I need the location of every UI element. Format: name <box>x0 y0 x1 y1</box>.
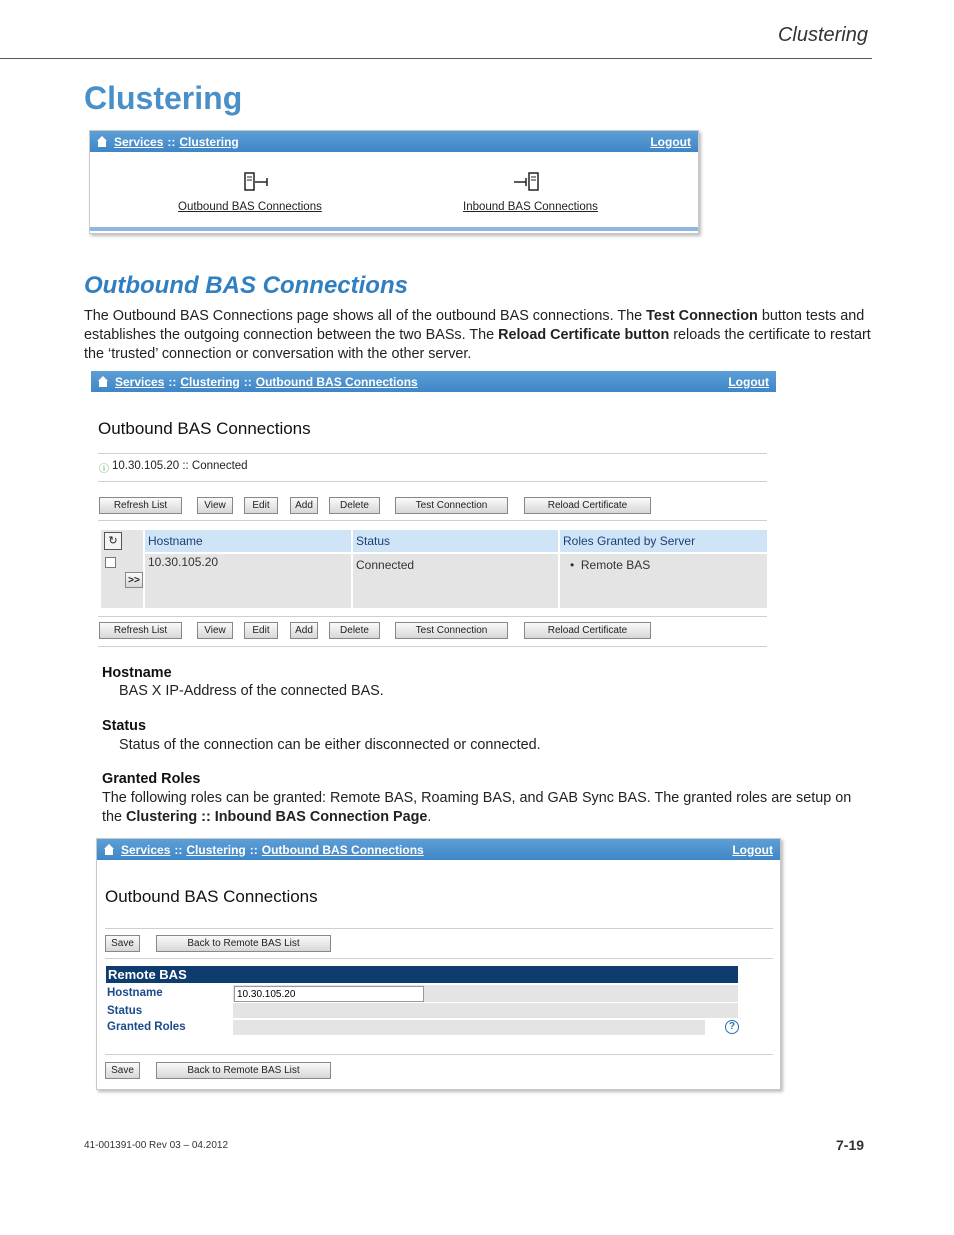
nav-separator: :: <box>243 374 252 389</box>
divider <box>105 928 773 929</box>
nav-separator: :: <box>168 374 177 389</box>
term-hostname: Hostname <box>102 665 172 681</box>
home-icon[interactable] <box>96 136 108 147</box>
delete-button[interactable]: Delete <box>329 622 380 639</box>
expand-button[interactable]: >> <box>125 572 143 588</box>
inbound-server-icon[interactable] <box>512 171 540 193</box>
edit-button[interactable]: Edit <box>244 622 278 639</box>
back-to-list-button[interactable]: Back to Remote BAS List <box>156 935 331 952</box>
add-button[interactable]: Add <box>290 497 318 514</box>
label-status: Status <box>107 1005 143 1017</box>
divider <box>98 616 767 617</box>
inbound-bas-connections-link[interactable]: Inbound BAS Connections <box>463 201 598 213</box>
nav-clustering-link[interactable]: Clustering <box>180 374 240 389</box>
screen-heading: Outbound BAS Connections <box>98 419 311 438</box>
definition-granted-roles: The following roles can be granted: Remote BAS, Roaming BAS, and GAB Sync BAS. The granted roles are setup on the Clustering :: Inbound BAS Connection Page. <box>102 790 852 825</box>
nav-clustering-link[interactable]: Clustering <box>179 134 239 149</box>
divider <box>98 646 767 647</box>
test-connection-button[interactable]: Test Connection <box>395 622 508 639</box>
edit-button[interactable]: Edit <box>244 497 278 514</box>
test-connection-button[interactable]: Test Connection <box>395 497 508 514</box>
connection-status-line: 10.30.105.20 :: Connected <box>112 460 248 472</box>
nav-separator: :: <box>167 134 176 149</box>
divider <box>105 1054 773 1055</box>
add-button[interactable]: Add <box>290 622 318 639</box>
view-button[interactable]: View <box>197 497 233 514</box>
nav-bar <box>90 131 698 152</box>
column-header-hostname[interactable]: Hostname <box>145 530 351 552</box>
nav-outbound-link[interactable]: Outbound BAS Connections <box>255 374 418 389</box>
nav-services-link[interactable]: Services <box>121 842 171 857</box>
nav-separator: :: <box>249 842 258 857</box>
view-button[interactable]: View <box>197 622 233 639</box>
outbound-server-icon[interactable] <box>243 171 271 193</box>
reload-certificate-button[interactable]: Reload Certificate <box>524 622 651 639</box>
home-icon[interactable] <box>103 844 115 855</box>
save-button[interactable]: Save <box>105 1062 140 1079</box>
nav-outbound-link[interactable]: Outbound BAS Connections <box>261 842 424 857</box>
divider <box>105 958 773 959</box>
footer-page-number: 7-19 <box>836 1137 865 1153</box>
nav-bar <box>97 839 780 860</box>
footer-doc-id: 41-001391-00 Rev 03 – 04.2012 <box>84 1140 229 1151</box>
cell-roles <box>560 554 767 608</box>
outbound-list-screenshot <box>91 371 776 651</box>
bullet: • <box>570 558 581 572</box>
divider <box>98 481 767 482</box>
clustering-menu-screenshot <box>89 130 699 234</box>
frame-bottom-bar <box>90 227 698 231</box>
section-title: Outbound BAS Connections <box>84 272 408 299</box>
outbound-bas-connections-link[interactable]: Outbound BAS Connections <box>178 201 322 213</box>
logout-link[interactable]: Logout <box>732 842 773 857</box>
refresh-list-button[interactable]: Refresh List <box>99 622 182 639</box>
column-header-status[interactable]: Status <box>353 530 558 552</box>
help-icon[interactable]: ? <box>725 1020 739 1034</box>
form-section-header: Remote BAS <box>106 966 738 983</box>
running-header: Clustering <box>777 24 868 46</box>
refresh-icon[interactable]: ↻ <box>104 532 122 550</box>
label-hostname: Hostname <box>107 987 163 999</box>
screen-heading: Outbound BAS Connections <box>105 887 318 906</box>
header-rule <box>0 58 872 59</box>
nav-clustering-link[interactable]: Clustering <box>186 842 246 857</box>
back-to-list-button[interactable]: Back to Remote BAS List <box>156 1062 331 1079</box>
divider <box>98 520 767 521</box>
nav-bar <box>91 371 776 392</box>
save-button[interactable]: Save <box>105 935 140 952</box>
delete-button[interactable]: Delete <box>329 497 380 514</box>
cell-status: Connected <box>353 554 558 608</box>
definition-hostname: BAS X IP-Address of the connected BAS. <box>119 683 384 699</box>
intro-paragraph: The Outbound BAS Connections page shows all of the outbound BAS connections. The Test Connection button tests and establishes the outgoing connection between the two BASs. The Reload Certificate button reloads the certificate to restart the ‘trusted’ connection or conversation with the other server. <box>84 308 871 362</box>
info-icon: ⓘ <box>99 464 109 475</box>
row-checkbox[interactable] <box>105 557 116 568</box>
refresh-list-button[interactable]: Refresh List <box>99 497 182 514</box>
logout-link[interactable]: Logout <box>728 374 769 389</box>
remote-bas-form-screenshot <box>96 838 781 1090</box>
logout-link[interactable]: Logout <box>650 134 691 149</box>
term-granted-roles: Granted Roles <box>102 771 201 787</box>
home-icon[interactable] <box>97 376 109 387</box>
term-status: Status <box>102 718 146 734</box>
nav-separator: :: <box>174 842 183 857</box>
nav-services-link[interactable]: Services <box>115 374 165 389</box>
definition-status: Status of the connection can be either disconnected or connected. <box>119 737 541 753</box>
granted-roles-value <box>233 1020 705 1035</box>
status-value <box>233 1003 738 1018</box>
column-header-roles[interactable]: Roles Granted by Server <box>560 530 767 552</box>
role-item: Remote BAS <box>580 558 651 572</box>
label-granted-roles: Granted Roles <box>107 1021 186 1033</box>
cell-hostname: 10.30.105.20 <box>145 554 351 608</box>
page-title: Clustering <box>84 80 243 116</box>
divider <box>98 453 767 454</box>
nav-services-link[interactable]: Services <box>114 134 164 149</box>
hostname-input[interactable] <box>234 986 424 1002</box>
reload-certificate-button[interactable]: Reload Certificate <box>524 497 651 514</box>
